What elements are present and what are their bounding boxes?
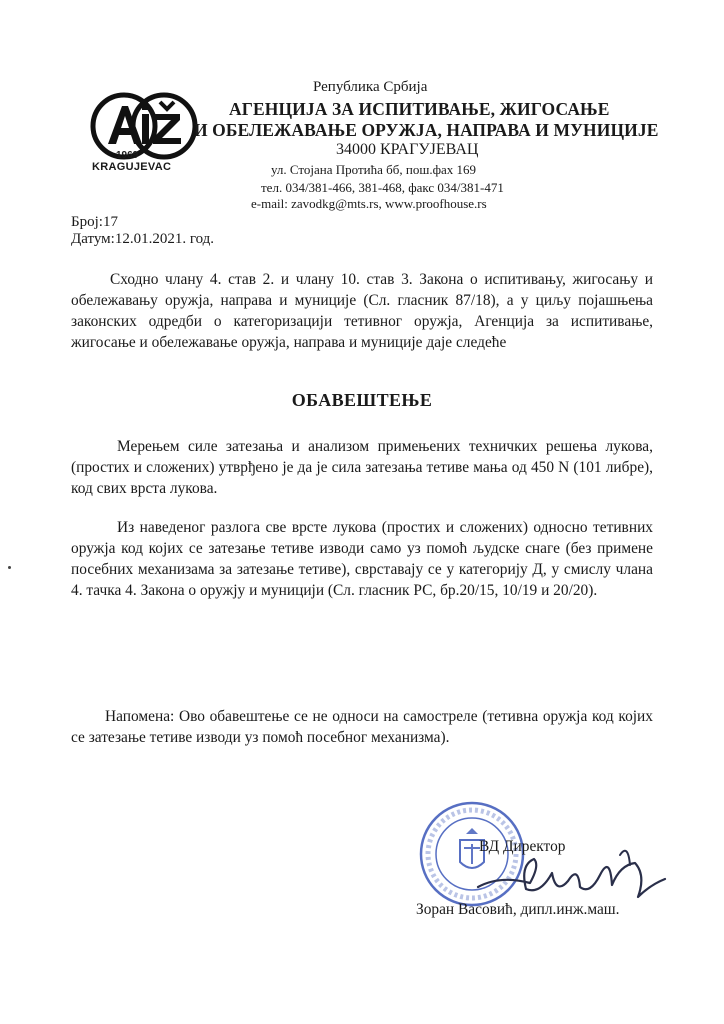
body-paragraph-1: Мерењем силе затезања и анализом примењених техничких решења лукова, (простих и сложених) утврђено је да је сила затезања тетиве мања од 450 N (101 либре), код свих врста лукова.	[71, 438, 653, 497]
header-phone: тел. 034/381-466, 381-468, факс 034/381-471	[261, 180, 504, 195]
header-agency-line2: И ОБЕЛЕЖАВАЊЕ ОРУЖЈА, НАПРАВА И МУНИЦИЈЕ	[194, 120, 659, 140]
header-republic: Република Србија	[313, 79, 428, 95]
logo-city: KRAGUJEVAC	[92, 161, 172, 173]
scan-speck	[8, 566, 11, 569]
logo-year: 1969	[116, 150, 139, 161]
document-date: Датум:12.01.2021. год.	[71, 231, 215, 247]
signatory-name: Зоран Васовић, дипл.инж.маш.	[416, 901, 620, 918]
note-paragraph: Напомена: Ово обавештење се не односи на самостреле (тетивна оружја код којих се затезање тетиве изводи уз помоћ посебног механизма).	[71, 708, 653, 746]
document-number: Број:17	[71, 214, 118, 230]
header-street: ул. Стојана Протића бб, пош.фах 169	[271, 162, 477, 177]
body-paragraph-2: Из наведеног разлога све врсте лукова (простих и сложених) односно тетивних оружја код којих се затезање тетиве изводи само уз помоћ људске снаге (без примене посебних механизама за затезање тетиве), сврставају се у категорију Д, у смислу члана 4. тачка 4. Закона о оружју и муницији (Сл. гласник РС, бр.20/15, 10/19 и 20/20).	[71, 519, 653, 599]
header-city: 34000 КРАГУЈЕВАЦ	[336, 141, 479, 158]
aiz-logo	[86, 92, 202, 172]
document-title: ОБАВЕШТЕЊЕ	[291, 390, 433, 410]
header-agency-line1: АГЕНЦИЈА ЗА ИСПИТИВАЊЕ, ЖИГОСАЊЕ	[229, 99, 610, 119]
intro-paragraph: Сходно члану 4. став 2. и члану 10. став 3. Закона о испитивању, жигосању и обележавању оружја, направа и муниције (Сл. гласник 87/18), а у циљу појашњења законских одредби о категоризацији тетивног оружја, Агенција за испитивање, жигосање и обележавање оружја, направа и муниције даје следеће	[71, 271, 653, 351]
header-email: e-mail: zavodkg@mts.rs, www.proofhouse.rs	[251, 196, 487, 211]
signatory-title: ВД Директор	[479, 838, 566, 855]
